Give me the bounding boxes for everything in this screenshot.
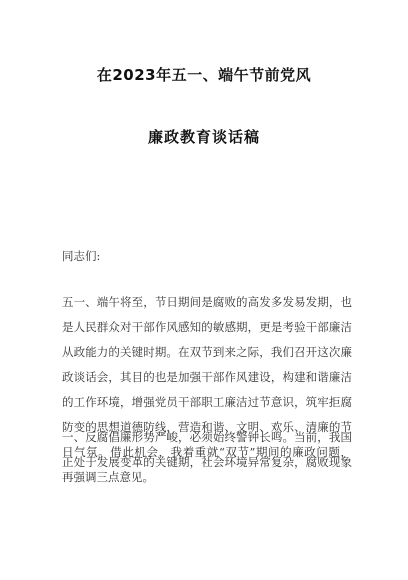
paragraph-1-line: 再强调三点意见。 [62, 470, 154, 484]
paragraph-1-line: 五一、端午将至，节日期间是腐败的高发多发易发期，也 [62, 295, 352, 309]
paragraph-1-line: 政谈话会，其目的也是加强干部作风建设，构建和谐廉洁 [62, 370, 352, 384]
paragraph-1-line: 的工作环境，增强党员干部职工廉洁过节意识，筑牢拒腐 [62, 395, 352, 409]
document-title-line-1: 在2023年五一、端午节前党风 [96, 66, 312, 84]
paragraph-2-line: 正处于发展变革的关键期，社会环境异常复杂，腐败现象 [62, 455, 352, 469]
document-title-line-2: 廉政教育谈话稿 [147, 128, 260, 146]
paragraph-1-line: 防变的思想道德防线，营造和谐、文明、欢乐、清廉的节 [62, 420, 352, 434]
paragraph-2 [62, 425, 352, 475]
paragraph-1-line: 从政能力的关键时期。在双节到来之际，我们召开这次廉 [62, 345, 352, 359]
paragraph-1-line: 是人民群众对干部作风感知的敏感期，更是考验干部廉洁 [62, 320, 352, 334]
salutation: 同志们: [62, 249, 101, 263]
paragraph-1-line: 日气氛。借此机会，我着重就“双节”期间的廉政问题， [62, 445, 352, 459]
paragraph-2-line: 一、反腐倡廉形势严峻，必须始终警钟长鸣。当前，我国 [62, 430, 352, 444]
